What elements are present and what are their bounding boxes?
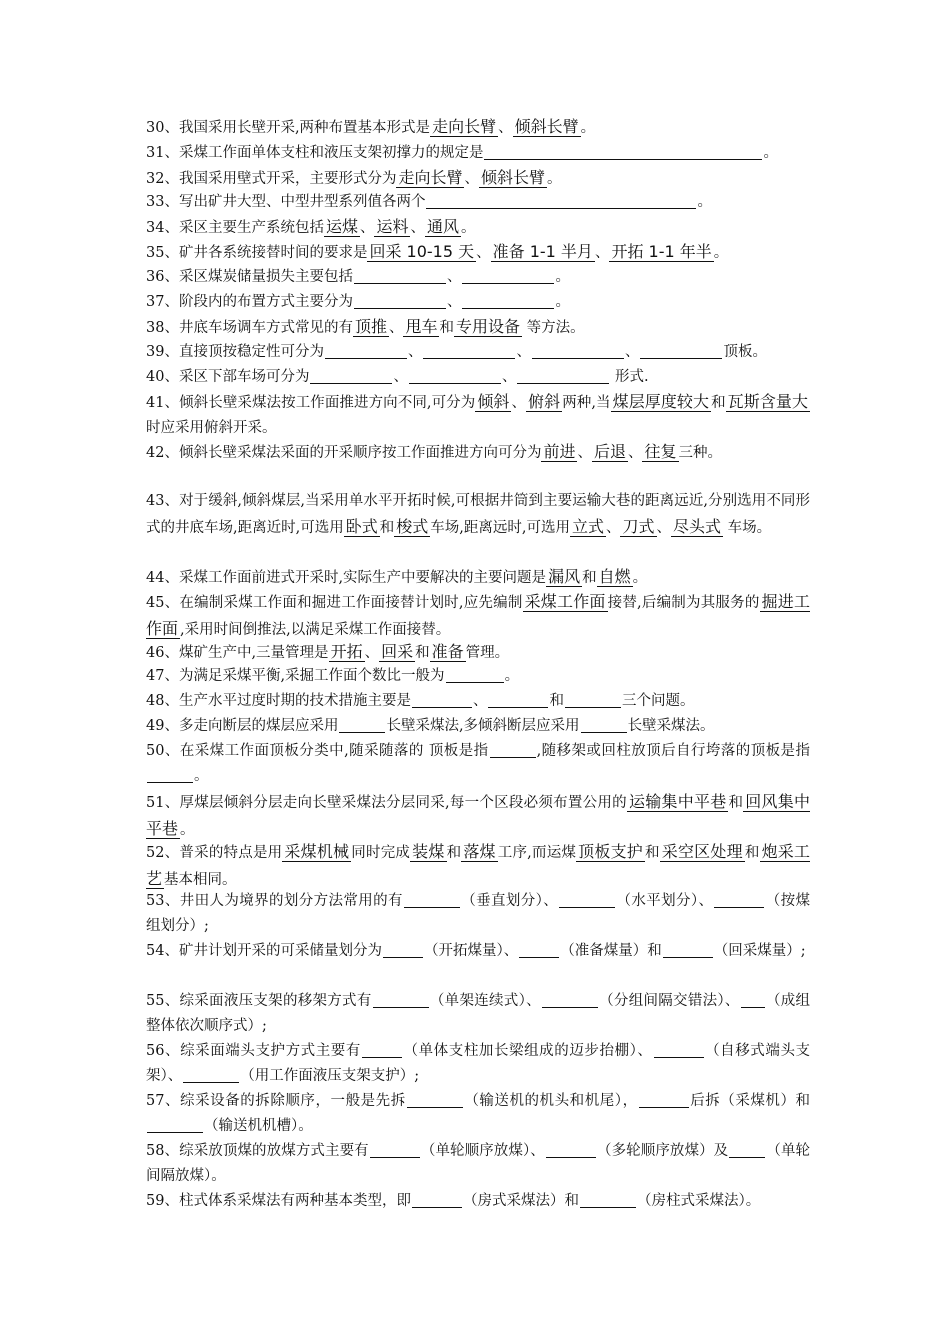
question-58 xyxy=(146,1139,810,1189)
answer-blank[interactable] xyxy=(542,991,598,1008)
answer-blank[interactable] xyxy=(565,691,621,708)
answer-blank[interactable] xyxy=(325,342,407,359)
answer-blank[interactable] xyxy=(639,1091,689,1108)
question-text: 。 xyxy=(713,245,729,261)
question-text: 。 xyxy=(180,822,195,838)
handwritten-answer: 梭式 xyxy=(396,517,429,536)
question-text: （单轮顺序放煤）、 xyxy=(420,1143,545,1159)
handwritten-answer: 走向长臂 xyxy=(432,117,497,136)
question-text: 49、多走向断层的煤层应采用 xyxy=(146,718,339,734)
handwritten-answer: 顶板支护 xyxy=(578,842,644,861)
question-text: 33、写出矿井大型、中型井型系列值各两个 xyxy=(146,194,426,210)
question-text: 47、为满足采煤平衡,采掘工作面个数比一般为 xyxy=(146,668,445,684)
question-text: 、 xyxy=(627,445,643,461)
question-text: 长壁采煤法,多倾斜断层应采用 xyxy=(386,718,580,734)
question-44 xyxy=(146,564,810,591)
question-47 xyxy=(146,664,810,689)
question-text: 44、采煤工作面前进式开采时,实际生产中要解决的主要问题是 xyxy=(146,570,547,586)
answer-blank[interactable] xyxy=(559,891,615,908)
question-text: 和 xyxy=(645,845,660,861)
handwritten-answer: 漏风 xyxy=(548,567,581,586)
question-text: 。 xyxy=(555,269,570,285)
answer-blank[interactable] xyxy=(519,941,559,958)
question-text: 、 xyxy=(594,245,610,261)
question-text: 、 xyxy=(624,344,640,360)
question-49 xyxy=(146,714,810,739)
handwritten-answer: 落煤 xyxy=(463,842,496,861)
question-text: 、 xyxy=(446,294,462,310)
question-text: 。 xyxy=(546,171,562,187)
question-text: 顶板。 xyxy=(723,344,767,360)
question-text: 59、柱式体系采煤法有两种基本类型，即 xyxy=(146,1193,411,1209)
handwritten-answer: 俯斜 xyxy=(528,392,561,411)
answer-blank[interactable] xyxy=(354,292,446,309)
question-45 xyxy=(146,589,810,643)
question-52 xyxy=(146,839,810,893)
answer-blank[interactable] xyxy=(490,741,536,758)
question-55 xyxy=(146,989,810,1039)
question-37 xyxy=(146,290,810,315)
answer-blank[interactable] xyxy=(581,716,627,733)
question-text: 形式. xyxy=(610,369,649,385)
question-text: （输送机机槽）。 xyxy=(204,1118,313,1134)
answer-blank[interactable] xyxy=(580,1191,636,1208)
question-text: 三种。 xyxy=(678,445,722,461)
question-text: 、 xyxy=(656,520,671,536)
handwritten-answer: 后退 xyxy=(593,442,626,461)
question-text: ,随移架或回柱放顶后自行垮落的顶板是指 xyxy=(536,743,810,759)
question-text: 车场。 xyxy=(723,520,772,536)
handwritten-answer: 准备 xyxy=(431,642,464,661)
handwritten-answer: 自燃 xyxy=(598,567,631,586)
question-text: 57、综采设备的拆除顺序，一般是先拆 xyxy=(146,1093,406,1109)
question-text: 工序,而运煤 xyxy=(497,845,577,861)
handwritten-answer: 专用设备 xyxy=(455,317,520,336)
question-text: 52、普采的特点是用 xyxy=(146,845,283,861)
question-text: 和 xyxy=(728,795,744,811)
question-text: 、 xyxy=(511,395,527,411)
question-text: 时应采用俯斜开采。 xyxy=(146,420,277,436)
question-text: 和 xyxy=(439,320,454,336)
answer-blank[interactable] xyxy=(729,1141,765,1158)
handwritten-answer: 往复 xyxy=(644,442,677,461)
question-text: 、 xyxy=(577,445,592,461)
answer-blank[interactable] xyxy=(462,267,554,284)
question-text: 50、在采煤工作面顶板分类中,随采随落的 顶板是指 xyxy=(146,743,489,759)
question-text: 接替,后编制为其服务的 xyxy=(607,595,760,611)
question-39 xyxy=(146,340,810,365)
answer-blank[interactable] xyxy=(423,342,515,359)
question-text: 和 xyxy=(744,845,760,861)
question-text: 、 xyxy=(464,171,479,187)
question-text: 36、采区煤炭储量损失主要包括 xyxy=(146,269,353,285)
handwritten-answer: 准备 1-1 半月 xyxy=(492,242,593,261)
question-text: 58、综采放顶煤的放煤方式主要有 xyxy=(146,1143,369,1159)
question-text: 。 xyxy=(555,294,570,310)
question-text: 和 xyxy=(415,645,430,661)
question-36 xyxy=(146,265,810,290)
question-text: 、 xyxy=(364,645,380,661)
question-text: 、 xyxy=(446,269,462,285)
answer-blank[interactable] xyxy=(640,342,722,359)
handwritten-answer: 走向长臂 xyxy=(398,168,463,187)
question-text: 、 xyxy=(393,369,408,385)
question-text: 。 xyxy=(461,220,476,236)
question-text: 基本相同。 xyxy=(164,872,237,888)
answer-blank[interactable] xyxy=(362,1041,402,1058)
question-text: 三个问题。 xyxy=(621,693,695,709)
question-text: 51、厚煤层倾斜分层走向长壁采煤法分层同采,每一个区段必须布置公用的 xyxy=(146,795,627,811)
answer-blank[interactable] xyxy=(546,1141,596,1158)
question-text: 53、井田人为境界的划分方法常用的有 xyxy=(146,893,403,909)
question-text: 长壁采煤法。 xyxy=(627,718,715,734)
question-42 xyxy=(146,439,810,466)
answer-blank[interactable] xyxy=(383,941,423,958)
question-text: 两种,当 xyxy=(562,395,611,411)
handwritten-answer: 倾斜长臂 xyxy=(480,168,545,187)
answer-blank[interactable] xyxy=(488,691,548,708)
question-text: （成组整体依次顺序式）; xyxy=(146,993,811,1034)
handwritten-answer: 开拓 xyxy=(330,642,363,661)
handwritten-answer: 瓦斯含量大 xyxy=(727,392,808,411)
question-text: 、 xyxy=(476,245,491,261)
question-text: （多轮顺序放煤）及 xyxy=(596,1143,729,1159)
answer-blank[interactable] xyxy=(654,1041,704,1058)
question-text: 、 xyxy=(472,693,488,709)
question-56 xyxy=(146,1039,810,1089)
handwritten-answer: 运料 xyxy=(376,217,409,236)
question-text: 。 xyxy=(632,570,648,586)
question-text: 41、倾斜长壁采煤法按工作面推进方向不同,可分为 xyxy=(146,395,476,411)
question-text: （自移式端头支架）、 xyxy=(146,1043,811,1084)
handwritten-answer: 煤层厚度较大 xyxy=(612,392,710,411)
question-text: （输送机的机头和机尾）， xyxy=(463,1093,638,1109)
question-text: 56、综采面端头支护方式主要有 xyxy=(146,1043,361,1059)
answer-blank[interactable] xyxy=(426,192,696,209)
question-40 xyxy=(146,365,810,390)
question-43 xyxy=(146,489,810,541)
question-text: （垂直划分）、 xyxy=(460,893,559,909)
question-text: 和 xyxy=(446,845,462,861)
question-text: 同时完成 xyxy=(351,845,411,861)
handwritten-answer: 倾斜 xyxy=(477,392,510,411)
question-text: 、 xyxy=(605,520,621,536)
answer-blank[interactable] xyxy=(407,1091,463,1108)
question-text: 和 xyxy=(549,693,564,709)
handwritten-answer: 回采 xyxy=(381,642,414,661)
question-34 xyxy=(146,214,810,241)
answer-blank[interactable] xyxy=(532,342,624,359)
handwritten-answer: 采煤工作面 xyxy=(524,592,606,611)
question-text: 55、综采面液压支架的移架方式有 xyxy=(146,993,372,1009)
handwritten-answer: 采煤机械 xyxy=(284,842,350,861)
question-text: （用工作面液压支架支护）; xyxy=(240,1068,420,1084)
question-text: 、 xyxy=(498,120,513,136)
question-57 xyxy=(146,1089,810,1139)
handwritten-answer: 采空区处理 xyxy=(661,842,743,861)
question-text: （单轮间隔放煤）。 xyxy=(146,1143,811,1184)
answer-blank[interactable] xyxy=(370,1141,420,1158)
question-text: 42、倾斜长壁采煤法采面的开采顺序按工作面推进方向可分为 xyxy=(146,445,542,461)
question-text: （开拓煤量）、 xyxy=(423,943,519,959)
handwritten-answer: 顶推 xyxy=(354,317,387,336)
handwritten-answer: 装煤 xyxy=(412,842,445,861)
question-41 xyxy=(146,389,810,441)
question-text: 。 xyxy=(697,194,712,210)
question-text: （分组间隔交错法）、 xyxy=(598,993,740,1009)
answer-blank[interactable] xyxy=(147,1116,203,1133)
question-text: 40、采区下部车场可分为 xyxy=(146,369,310,385)
answer-blank[interactable] xyxy=(484,143,762,160)
question-text: 和 xyxy=(582,570,597,586)
question-50 xyxy=(146,739,810,789)
question-text: 后拆（采煤机）和 xyxy=(689,1093,811,1109)
question-text: 37、阶段内的布置方式主要分为 xyxy=(146,294,353,310)
answer-blank[interactable] xyxy=(354,267,446,284)
answer-blank[interactable] xyxy=(409,367,501,384)
answer-blank[interactable] xyxy=(373,991,429,1008)
handwritten-answer: 卧式 xyxy=(345,517,378,536)
question-text: 、 xyxy=(407,344,423,360)
answer-blank[interactable] xyxy=(741,991,765,1008)
question-text: （单架连续式）、 xyxy=(429,993,541,1009)
question-text: （房式采煤法）和 xyxy=(462,1193,579,1209)
question-text: 、 xyxy=(516,344,531,360)
handwritten-answer: 立式 xyxy=(571,517,604,536)
question-46 xyxy=(146,639,810,666)
question-text: 38、井底车场调车方式常见的有 xyxy=(146,320,353,336)
question-text: 和 xyxy=(711,395,726,411)
question-text: 等方法。 xyxy=(522,320,585,336)
answer-blank[interactable] xyxy=(183,1066,239,1083)
question-text: 管理。 xyxy=(465,645,510,661)
question-text: 、 xyxy=(501,369,517,385)
answer-blank[interactable] xyxy=(310,367,392,384)
handwritten-answer: 前进 xyxy=(543,442,576,461)
question-text: 46、煤矿生产中,三量管理是 xyxy=(146,645,329,661)
question-text: （房柱式采煤法）。 xyxy=(636,1193,761,1209)
handwritten-answer: 甩车 xyxy=(405,317,438,336)
question-text: 48、生产水平过度时期的技术措施主要是 xyxy=(146,693,411,709)
question-text: 。 xyxy=(194,768,209,784)
question-text: 、 xyxy=(410,220,425,236)
answer-blank[interactable] xyxy=(412,1191,462,1208)
handwritten-answer: 刀式 xyxy=(622,517,655,536)
question-text: 34、采区主要生产系统包括 xyxy=(146,220,324,236)
question-text: 。 xyxy=(504,668,520,684)
handwritten-answer: 运输集中平巷 xyxy=(628,792,727,811)
question-text: 39、直接顶按稳定性可分为 xyxy=(146,344,324,360)
question-text: 。 xyxy=(763,145,778,161)
question-text: 43、对于缓斜,倾斜煤层,当采用单水平开拓时候,可根据井筒到主要运输大巷的距离远近,分别选用不同形式的井底车场,距离近时,可选用 xyxy=(146,493,810,536)
question-text: 和 xyxy=(379,520,395,536)
question-35 xyxy=(146,239,810,266)
question-text: （按煤组划分）; xyxy=(146,893,811,934)
answer-blank[interactable] xyxy=(517,367,609,384)
question-54 xyxy=(146,939,810,964)
handwritten-answer: 掘进工作面 xyxy=(146,592,810,638)
question-59 xyxy=(146,1189,810,1214)
handwritten-answer: 炮采工艺 xyxy=(146,842,810,888)
handwritten-answer: 倾斜长臂 xyxy=(514,117,579,136)
handwritten-answer: 开拓 1-1 年半 xyxy=(611,242,712,261)
handwritten-answer: 回采 10-15 天 xyxy=(369,242,475,261)
question-text: 。 xyxy=(580,120,596,136)
question-text: 35、矿井各系统接替时间的要求是 xyxy=(146,245,368,261)
question-text: （单体支柱加长梁组成的迈步抬棚）、 xyxy=(402,1043,653,1059)
question-text: 32、我国采用壁式开采，主要形式分为 xyxy=(146,171,397,187)
question-38 xyxy=(146,314,810,341)
question-text: 31、采煤工作面单体支柱和液压支架初撑力的规定是 xyxy=(146,145,484,161)
question-text: 54、矿井计划开采的可采储量划分为 xyxy=(146,943,382,959)
question-text: 、 xyxy=(388,320,404,336)
handwritten-answer: 通风 xyxy=(426,217,459,236)
handwritten-answer: 回风集中平巷 xyxy=(146,792,810,838)
question-text: 30、我国采用长壁开采,两种布置基本形式是 xyxy=(146,120,431,136)
question-text: （准备煤量）和 xyxy=(560,943,662,959)
answer-blank[interactable] xyxy=(339,716,385,733)
question-30 xyxy=(146,114,810,141)
question-text: 45、在编制采煤工作面和掘进工作面接替计划时,应先编制 xyxy=(146,595,523,611)
question-33 xyxy=(146,190,810,215)
question-48 xyxy=(146,689,810,714)
question-53 xyxy=(146,889,810,939)
question-text: 车场,距离远时,可选用 xyxy=(430,520,570,536)
question-text: （回采煤量）; xyxy=(713,943,806,959)
answer-blank[interactable] xyxy=(147,766,193,783)
answer-blank[interactable] xyxy=(446,666,504,683)
handwritten-answer: 运煤 xyxy=(325,217,358,236)
answer-blank[interactable] xyxy=(462,292,554,309)
answer-blank[interactable] xyxy=(714,891,764,908)
question-text: 、 xyxy=(359,220,375,236)
answer-blank[interactable] xyxy=(412,691,472,708)
question-32 xyxy=(146,165,810,192)
answer-blank[interactable] xyxy=(404,891,460,908)
question-31 xyxy=(146,141,810,166)
answer-blank[interactable] xyxy=(663,941,713,958)
question-51 xyxy=(146,789,810,843)
question-text: ,采用时间倒推法,以满足采煤工作面接替。 xyxy=(180,622,451,638)
handwritten-answer: 尽头式 xyxy=(673,517,722,536)
question-text: （水平划分）、 xyxy=(616,893,714,909)
